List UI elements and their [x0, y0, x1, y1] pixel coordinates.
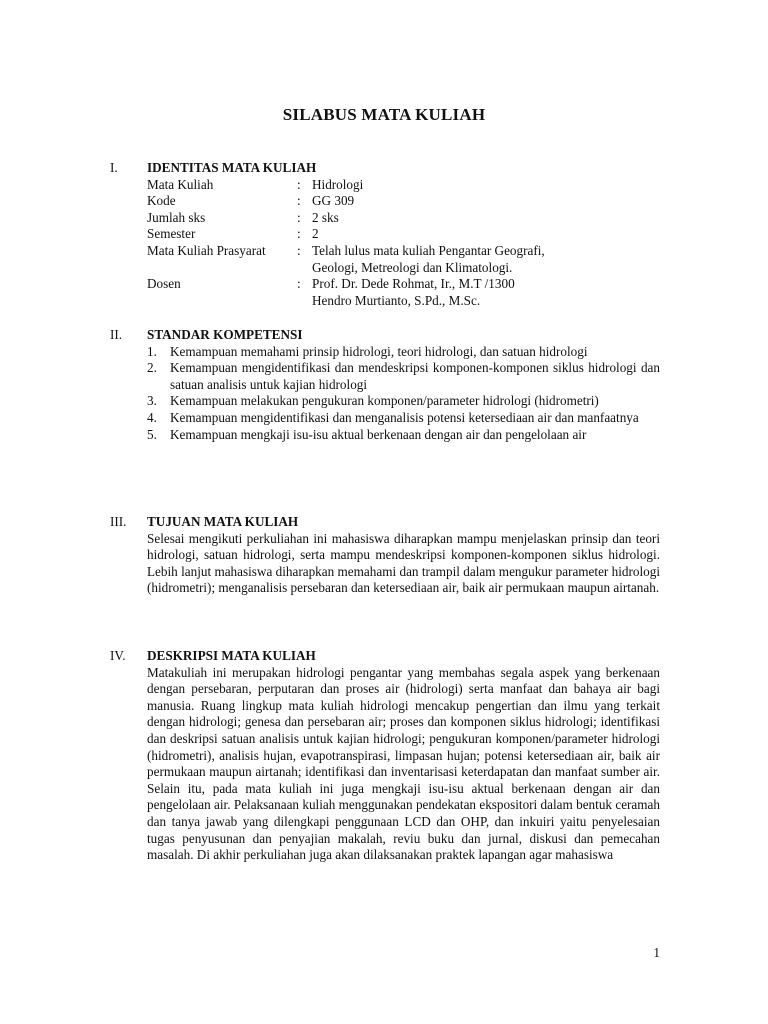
identity-label: Jumlah sks: [147, 209, 206, 225]
identity-row-dosen: [147, 276, 660, 309]
identity-colon: :: [297, 276, 301, 292]
document-title: SILABUS MATA KULIAH: [282, 105, 486, 124]
identity-value: [312, 193, 660, 210]
list-item-text: Kemampuan mengkaji isu-isu aktual berkenaan dengan air dan pengelolaan air: [170, 426, 587, 442]
list-item-number: 1.: [147, 343, 157, 359]
identity-label: Semester: [147, 226, 196, 242]
identity-colon: :: [297, 209, 301, 225]
section-heading: DESKRIPSI MATA KULIAH: [147, 648, 316, 663]
section-paragraph: Selesai mengikuti perkuliahan ini mahasiswa diharapkan mampu menjelaskan prinsip dan teori hidrologi, satuan hidrologi, serta mampu mendeskripsi komponen-komponen siklus hidrologi. Lebih lanjut mahasiswa diharapkan memahami dan trampil dalam mengukur parameter hidrologi (hidrometri); menganalisis persebaran dan ketersediaan air, baik air permukaan maupun airtanah.: [147, 530, 660, 596]
identity-value-line: 2 sks: [312, 209, 339, 225]
identity-row-kode: [147, 193, 660, 210]
competency-list: [147, 344, 660, 444]
list-item: [147, 410, 660, 427]
identity-value-line: Hendro Murtianto, S.Pd., M.Sc.: [312, 292, 481, 308]
list-item: [147, 393, 660, 410]
identity-label: Mata Kuliah Prasyarat: [147, 242, 266, 258]
section-number: III.: [110, 514, 127, 529]
identity-table: [147, 177, 660, 310]
page-number: 1: [653, 945, 660, 960]
identity-colon: :: [297, 193, 301, 209]
identity-label: Kode: [147, 193, 176, 209]
identity-label: Dosen: [147, 276, 181, 292]
list-item: [147, 427, 660, 444]
identity-row-mata-kuliah: [147, 177, 660, 194]
list-item-text: Kemampuan mengidentifikasi dan menganalisis potensi ketersediaan air dan manfaatnya: [170, 409, 639, 425]
identity-value: [312, 177, 660, 194]
identity-row-semester: [147, 226, 660, 243]
list-item-number: 2.: [147, 360, 157, 376]
identity-colon: :: [297, 226, 301, 242]
section-body: [147, 327, 660, 443]
list-item-text: Kemampuan melakukan pengukuran komponen/parameter hidrologi (hidrometri): [170, 393, 599, 409]
identity-value-line: Telah lulus mata kuliah Pengantar Geografi,: [312, 242, 545, 258]
list-item-number: 4.: [147, 409, 157, 425]
list-item: [147, 360, 660, 393]
list-item-text: Kemampuan memahami prinsip hidrologi, teori hidrologi, dan satuan hidrologi: [170, 343, 588, 359]
identity-row-prasyarat: [147, 243, 660, 276]
section-number: I.: [110, 160, 118, 175]
section-body: [147, 514, 660, 597]
identity-colon: :: [297, 176, 301, 192]
section-body: [147, 160, 660, 309]
identity-colon: :: [297, 242, 301, 258]
section-heading: TUJUAN MATA KULIAH: [147, 514, 299, 529]
identity-row-jumlah-sks: [147, 210, 660, 227]
identity-value-line: Geologi, Metreologi dan Klimatologi.: [312, 259, 513, 275]
identity-value: [312, 243, 660, 276]
identity-value: [312, 276, 660, 309]
identity-value-line: Prof. Dr. Dede Rohmat, Ir., M.T /1300: [312, 276, 515, 292]
section-heading: STANDAR KOMPETENSI: [147, 327, 303, 342]
list-item-number: 3.: [147, 393, 157, 409]
section-number: II.: [110, 327, 123, 342]
list-item: [147, 344, 660, 361]
identity-value-line: 2: [312, 226, 319, 242]
section-number: IV.: [110, 648, 126, 663]
identity-label: Mata Kuliah: [147, 176, 214, 192]
section-paragraph: Matakuliah ini merupakan hidrologi pengantar yang membahas segala aspek yang berkenaan dengan persebaran, perputaran dan proses air (hidrologi) serta manfaat dan bahaya air bagi manusia. Ruang lingkup mata kuliah hidrologi mencakup pengertian dan ilmu yang terkait dengan hidrologi; genesa dan persebaran air; proses dan komponen siklus hidrologi; identifikasi dan deskripsi satuan analisis untuk kajian hidrologi; pengukuran komponen/parameter hidrologi (hidrometri), analisis hujan, evapotranspirasi, limpasan hujan; potensi ketersediaan air, baik air permukaan maupun airtanah; identifikasi dan inventarisasi keterdapatan dan manfaat sumber air. Selain itu, pada mata kuliah ini juga mengkaji isu-isu aktual berkenaan dengan air dan pengelolaan air. Pelaksanaan kuliah menggunakan pendekatan ekspositori dalam bentuk ceramah dan tanya jawab yang dilengkapi penggunaan LCD dan OHP, dan inkuiri yaitu penyelesaian tugas penyusunan dan penyajian makalah, reviu buku dan jurnal, diskusi dan pemecahan masalah. Di akhir perkuliahan juga akan dilaksanakan praktek lapangan agar mahasiswa: [147, 664, 660, 863]
section-heading: IDENTITAS MATA KULIAH: [147, 160, 317, 175]
list-item-text: Kemampuan mengidentifikasi dan mendeskripsi komponen-komponen siklus hidrologi dan satuan analisis untuk kajian hidrologi: [170, 360, 660, 392]
identity-value: [312, 210, 660, 227]
identity-value-line: Hidrologi: [312, 176, 364, 192]
identity-value-line: GG 309: [312, 193, 355, 209]
section-body: [147, 648, 660, 864]
list-item-number: 5.: [147, 426, 157, 442]
identity-value: [312, 226, 660, 243]
